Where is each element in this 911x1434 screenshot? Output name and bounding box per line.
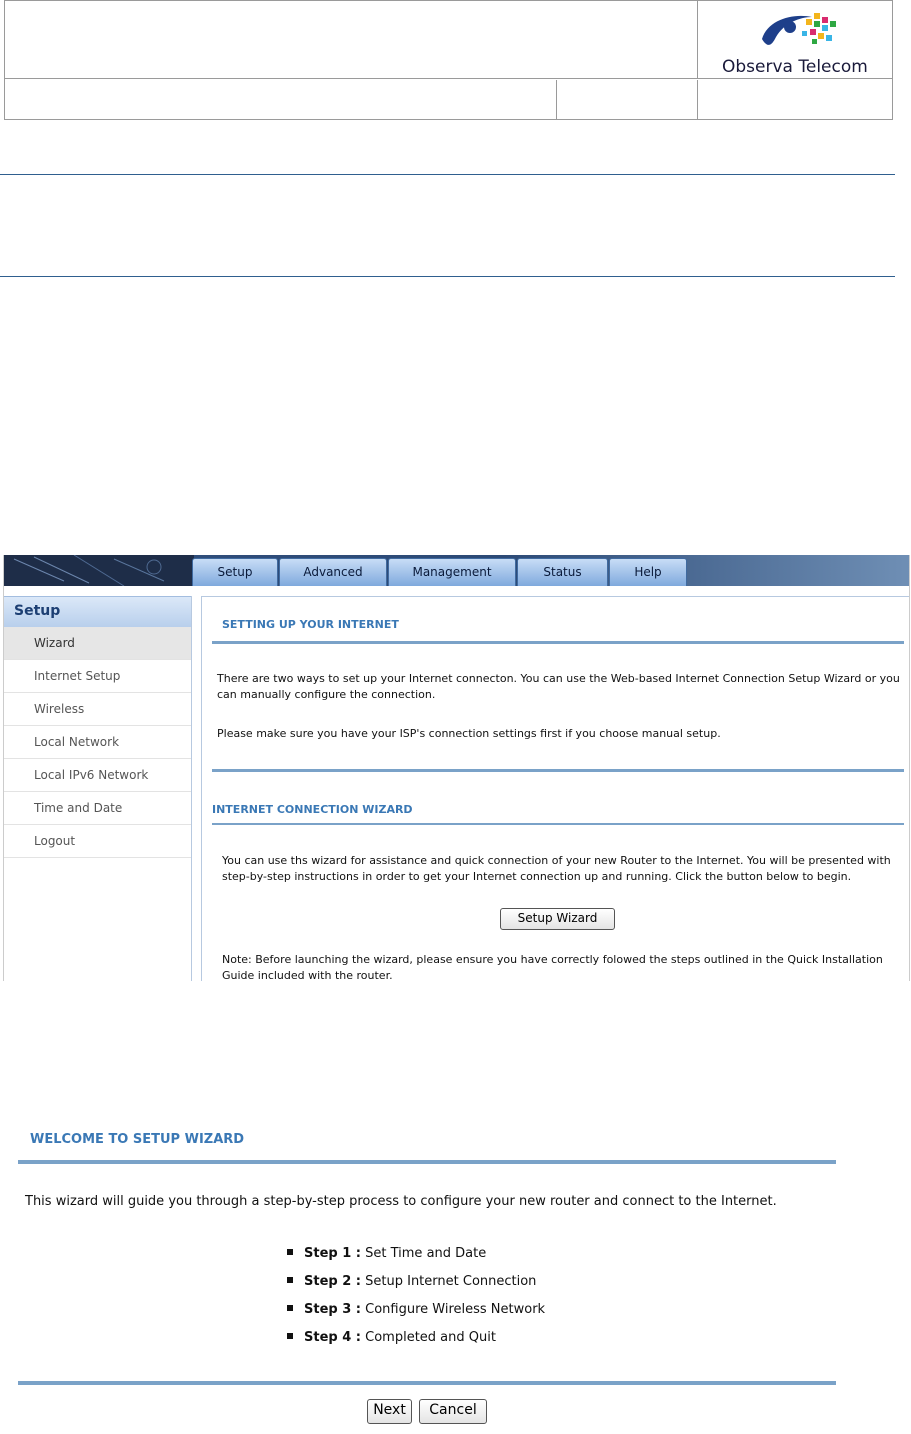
top-navigation-bar xyxy=(4,555,910,586)
section-rule xyxy=(212,769,904,772)
logo-text: Observa Telecom xyxy=(722,57,868,77)
welcome-wizard-title: WELCOME TO SETUP WIZARD xyxy=(30,1132,245,1147)
wizard-step-2 xyxy=(287,1274,536,1289)
bullet-icon xyxy=(287,1333,293,1339)
wizard-note: Note: Before launching the wizard, please ensure you have correctly folowed the steps outlined in the Quick Installation Guide included with the router. xyxy=(222,953,883,981)
sidebar-item-wireless[interactable]: Wireless xyxy=(4,693,191,726)
tab-setup[interactable]: Setup xyxy=(192,558,278,586)
wizard-step-4 xyxy=(287,1330,496,1345)
divider xyxy=(0,276,895,277)
observa-logo-icon xyxy=(754,9,844,55)
tab-management[interactable]: Management xyxy=(388,558,516,586)
sidebar-heading: Setup xyxy=(4,596,191,627)
banner-decoration-icon xyxy=(4,555,194,586)
sidebar-border xyxy=(191,596,192,981)
setup-wizard-button[interactable]: Setup Wizard xyxy=(500,908,615,930)
next-button[interactable]: Next xyxy=(367,1399,412,1424)
setup-intro-text: There are two ways to set up your Internet connecton. You can use the Web-based Internet Connection Setup Wizard or you can manually configure the connection. xyxy=(217,672,900,701)
main-content xyxy=(201,596,909,981)
document-header xyxy=(4,0,893,120)
section-rule xyxy=(212,641,904,644)
step-text: Completed and Quit xyxy=(365,1330,496,1345)
sidebar-item-time-and-date[interactable]: Time and Date xyxy=(4,792,191,825)
cancel-button[interactable]: Cancel xyxy=(419,1399,487,1424)
section-rule xyxy=(212,823,904,825)
wizard-section-title: INTERNET CONNECTION WIZARD xyxy=(212,803,413,816)
header-cell xyxy=(698,80,894,120)
sidebar xyxy=(4,596,191,981)
router-ui-screenshot xyxy=(3,555,910,981)
header-title-cell xyxy=(5,1,698,79)
step-text: Setup Internet Connection xyxy=(365,1274,537,1289)
wizard-step-1 xyxy=(287,1246,486,1261)
header-cell xyxy=(557,80,698,120)
wizard-rule xyxy=(18,1381,836,1385)
sidebar-item-wizard[interactable]: Wizard xyxy=(4,627,191,660)
welcome-wizard-intro: This wizard will guide you through a step-by-step process to configure your new router and connect to the Internet. xyxy=(25,1194,777,1209)
wizard-step-3 xyxy=(287,1302,545,1317)
wizard-description: You can use ths wizard for assistance and quick connection of your new Router to the Internet. You will be presented with step-by-step instructions in order to get your Internet connection up and running. Click the button below to begin. xyxy=(222,854,891,883)
tab-advanced[interactable]: Advanced xyxy=(279,558,387,586)
tab-status[interactable]: Status xyxy=(517,558,608,586)
step-label: Step 1 : xyxy=(304,1246,361,1261)
step-label: Step 4 : xyxy=(304,1330,361,1345)
setup-section-title: SETTING UP YOUR INTERNET xyxy=(222,618,399,631)
setup-isp-note: Please make sure you have your ISP's connection settings first if you choose manual setup. xyxy=(217,727,721,740)
step-label: Step 2 : xyxy=(304,1274,361,1289)
logo-cell xyxy=(698,1,894,79)
step-text: Set Time and Date xyxy=(365,1246,487,1261)
sidebar-item-local-network[interactable]: Local Network xyxy=(4,726,191,759)
step-text: Configure Wireless Network xyxy=(365,1302,546,1317)
divider xyxy=(0,174,895,175)
tab-help[interactable]: Help xyxy=(609,558,687,586)
step-label: Step 3 : xyxy=(304,1302,361,1317)
bullet-icon xyxy=(287,1249,293,1255)
sidebar-item-internet-setup[interactable]: Internet Setup xyxy=(4,660,191,693)
sidebar-item-local-ipv6-network[interactable]: Local IPv6 Network xyxy=(4,759,191,792)
header-cell xyxy=(5,80,557,120)
wizard-rule xyxy=(18,1160,836,1164)
bullet-icon xyxy=(287,1277,293,1283)
bullet-icon xyxy=(287,1305,293,1311)
sidebar-item-logout[interactable]: Logout xyxy=(4,825,191,858)
